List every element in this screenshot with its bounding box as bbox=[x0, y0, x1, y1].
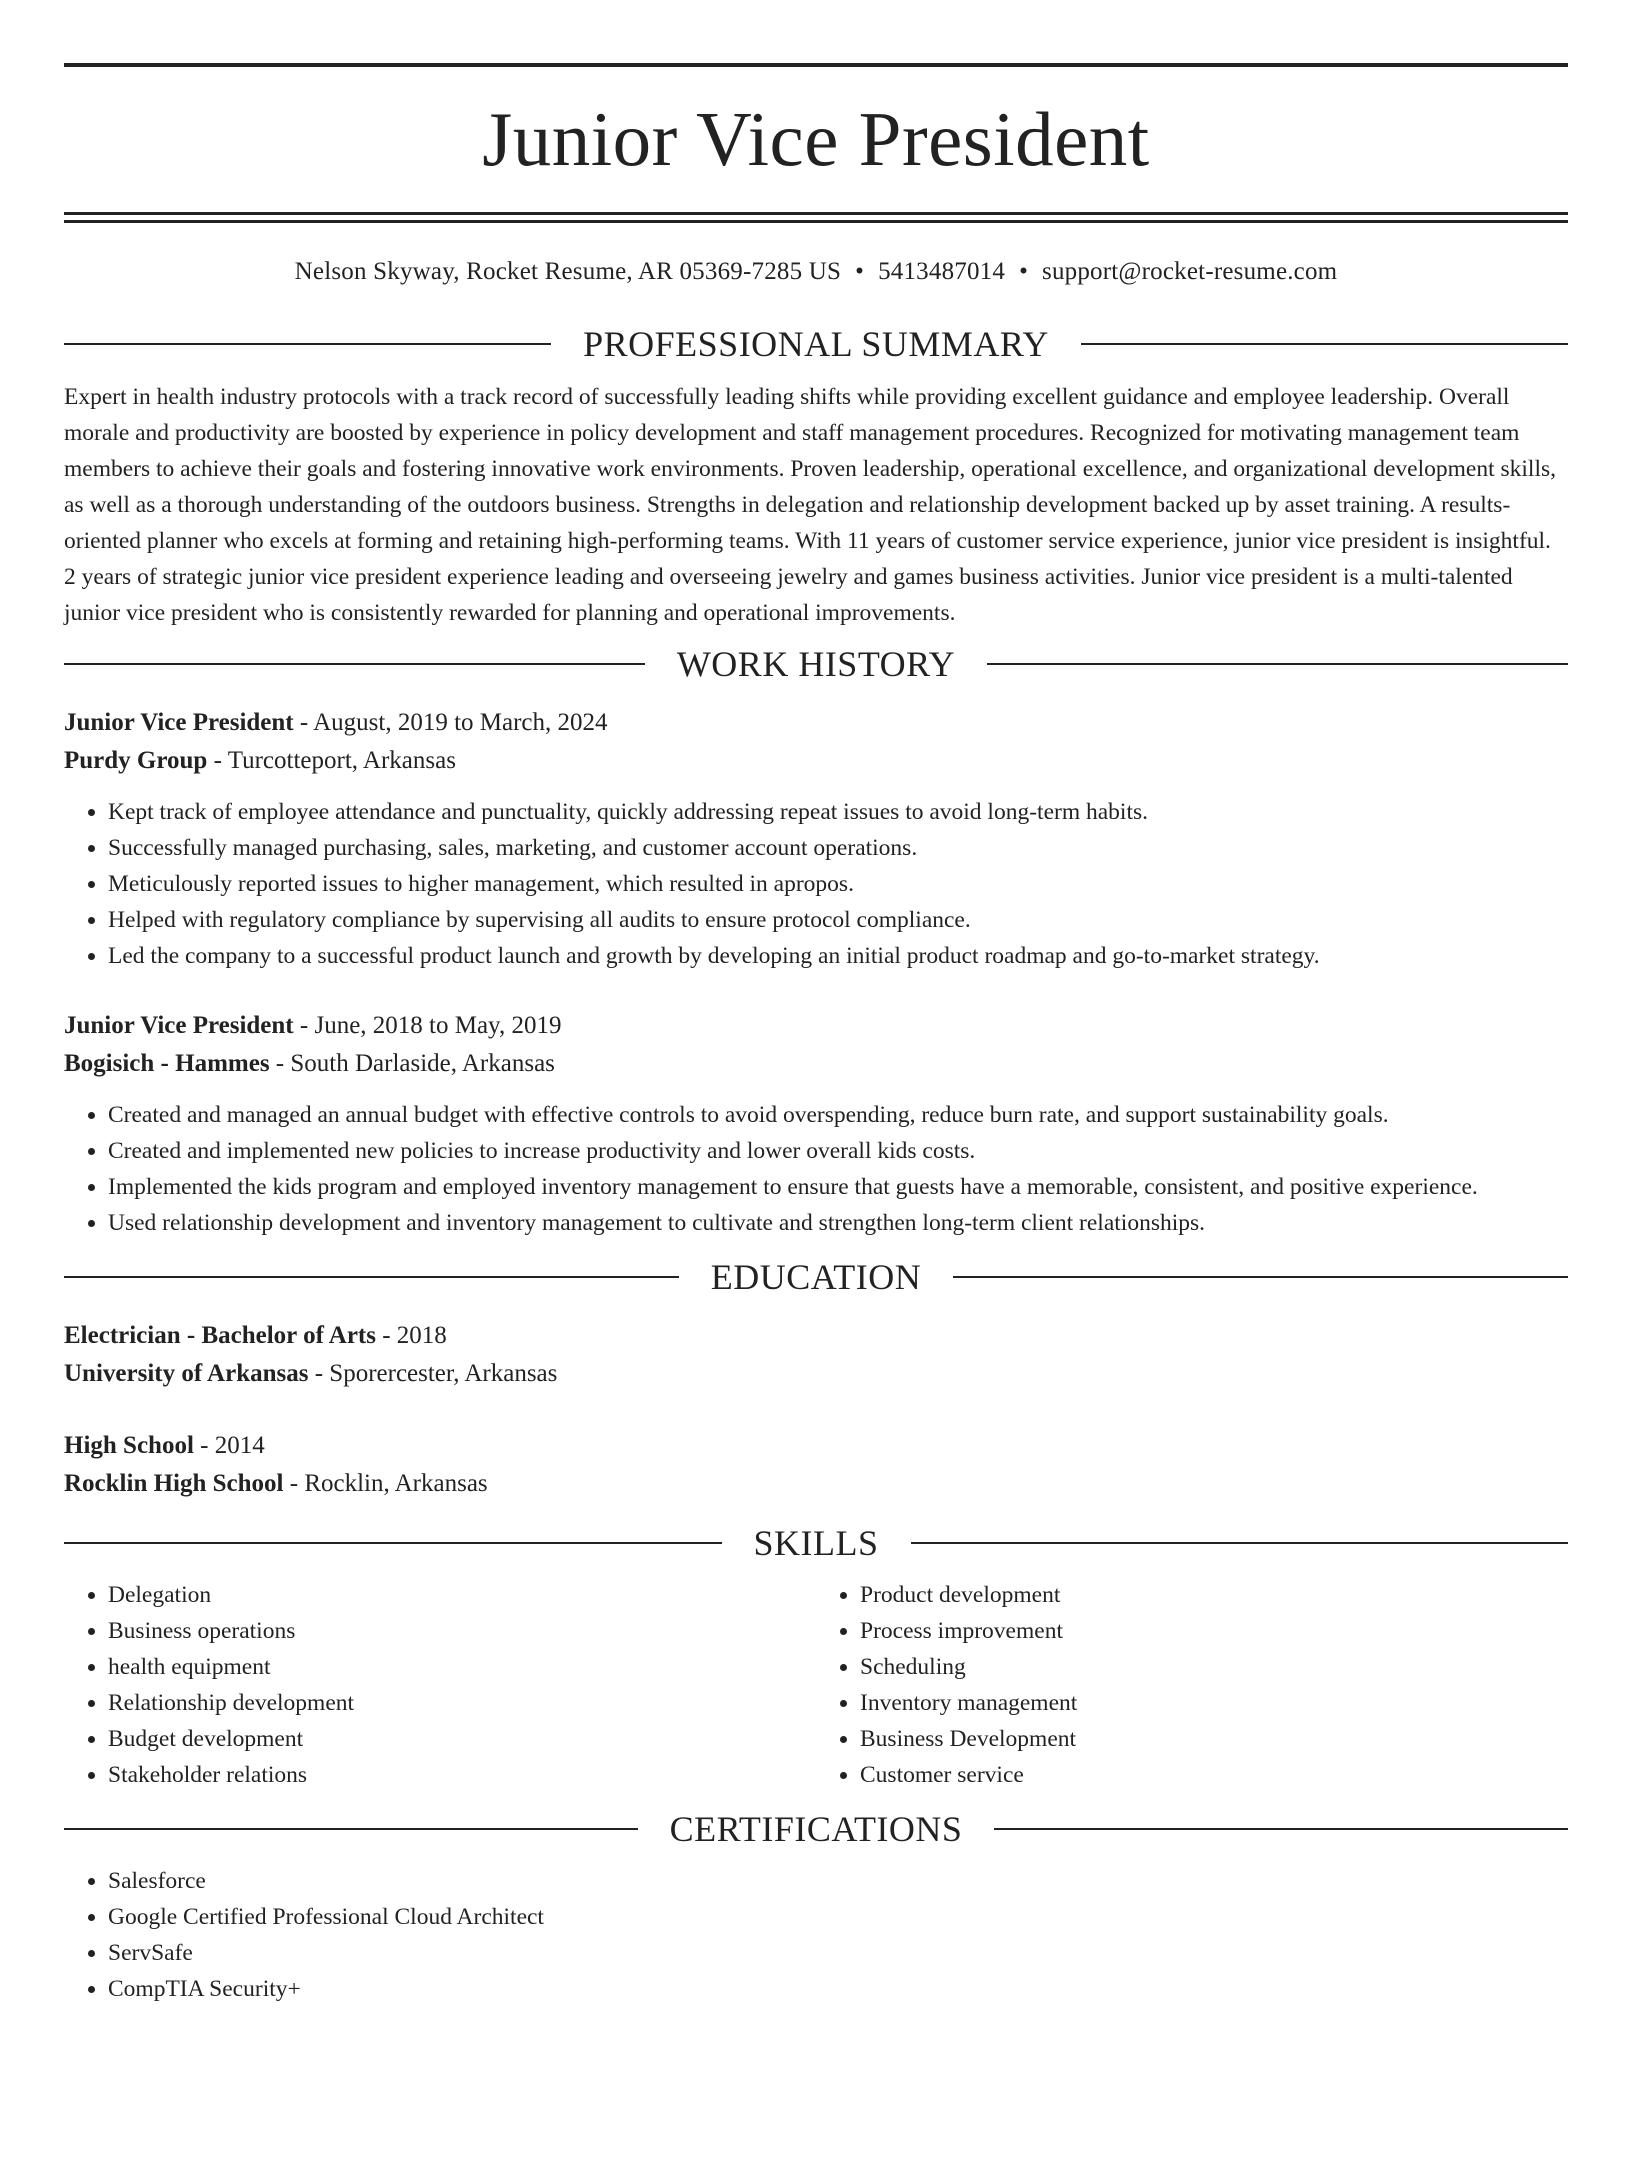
skill-item: • Customer service bbox=[860, 1757, 1568, 1793]
heading-rule-left bbox=[64, 1276, 679, 1278]
job-bullet: • Used relationship development and inventory management to cultivate and strengthen long-term client relationships. bbox=[108, 1205, 1568, 1241]
job-bullet: • Successfully managed purchasing, sales, marketing, and customer account operations. bbox=[108, 830, 1568, 866]
skill-item: • Process improvement bbox=[860, 1613, 1568, 1649]
job-dates: - June, 2018 to May, 2019 bbox=[293, 1012, 562, 1039]
education-degree-line bbox=[64, 1317, 1568, 1355]
job-company: Bogisich - Hammes bbox=[64, 1050, 270, 1077]
job-dates: - August, 2019 to March, 2024 bbox=[293, 709, 608, 736]
skill-item: • Inventory management bbox=[860, 1685, 1568, 1721]
contact-line bbox=[64, 258, 1568, 286]
job-title: Junior Vice President bbox=[64, 709, 294, 736]
job-bullet: • Helped with regulatory compliance by supervising all audits to ensure protocol compliance. bbox=[108, 902, 1568, 938]
education-school: University of Arkansas bbox=[64, 1360, 309, 1387]
skill-item: • Business operations bbox=[108, 1613, 816, 1649]
job-title-line bbox=[64, 1007, 1568, 1045]
certifications-heading: CERTIFICATIONS bbox=[669, 1809, 963, 1849]
job-bullet: • Created and implemented new policies to increase productivity and lower overall kids costs. bbox=[108, 1133, 1568, 1169]
heading-rule-left bbox=[64, 663, 645, 665]
heading-rule-right bbox=[1081, 343, 1568, 345]
skill-item: • Business Development bbox=[860, 1721, 1568, 1757]
heading-rule-left bbox=[64, 1542, 722, 1544]
certifications-section-heading bbox=[64, 1811, 1568, 1847]
header-top-rule bbox=[64, 63, 1568, 67]
education-heading: EDUCATION bbox=[710, 1257, 922, 1297]
education-entry bbox=[64, 1427, 1568, 1503]
skills-section-heading bbox=[64, 1525, 1568, 1561]
certifications-list bbox=[64, 1863, 1568, 2007]
resume-name: Junior Vice President bbox=[482, 96, 1150, 182]
job-bullet: • Led the company to a successful product launch and growth by developing an initial product roadmap and go-to-market strategy. bbox=[108, 938, 1568, 974]
contact-separator: • bbox=[1019, 258, 1029, 285]
skill-item: • Stakeholder relations bbox=[108, 1757, 816, 1793]
contact-separator: • bbox=[855, 258, 865, 285]
heading-rule-right bbox=[987, 663, 1568, 665]
skill-item: • Delegation bbox=[108, 1577, 816, 1613]
education-school-line bbox=[64, 1355, 1568, 1393]
heading-rule-left bbox=[64, 1828, 638, 1830]
job-bullets bbox=[64, 1097, 1568, 1241]
summary-section-heading bbox=[64, 326, 1568, 362]
job-title-line bbox=[64, 704, 1568, 742]
skills-heading: SKILLS bbox=[753, 1523, 879, 1563]
job-bullets bbox=[64, 794, 1568, 974]
skills-column-left bbox=[64, 1577, 816, 1793]
summary-heading: PROFESSIONAL SUMMARY bbox=[583, 324, 1049, 364]
education-year: - 2014 bbox=[193, 1432, 265, 1459]
skill-item: • Relationship development bbox=[108, 1685, 816, 1721]
skill-item: • Scheduling bbox=[860, 1649, 1568, 1685]
education-degree: Electrician - Bachelor of Arts bbox=[64, 1322, 376, 1349]
job-company: Purdy Group bbox=[64, 747, 208, 774]
job-company-line bbox=[64, 1045, 1568, 1083]
header-double-rule bbox=[64, 212, 1568, 223]
job-bullet: • Kept track of employee attendance and punctuality, quickly addressing repeat issues to avoid long-term habits. bbox=[108, 794, 1568, 830]
skill-item: • Budget development bbox=[108, 1721, 816, 1757]
certification-item: • CompTIA Security+ bbox=[108, 1971, 1568, 2007]
contact-address: Nelson Skyway, Rocket Resume, AR 05369-7285 US bbox=[294, 258, 842, 285]
education-section-heading bbox=[64, 1259, 1568, 1295]
education-degree-line bbox=[64, 1427, 1568, 1465]
education-school: Rocklin High School bbox=[64, 1470, 284, 1497]
heading-rule-right bbox=[953, 1276, 1568, 1278]
certification-item: • ServSafe bbox=[108, 1935, 1568, 1971]
job-location: - Turcotteport, Arkansas bbox=[207, 747, 456, 774]
job-bullet: • Meticulously reported issues to higher management, which resulted in apropos. bbox=[108, 866, 1568, 902]
certification-item: • Salesforce bbox=[108, 1863, 1568, 1899]
contact-email: support@rocket-resume.com bbox=[1042, 258, 1338, 285]
job-bullet: • Implemented the kids program and employed inventory management to ensure that guests have a memorable, consistent, and positive experience. bbox=[108, 1169, 1568, 1205]
job-entry bbox=[64, 1007, 1568, 1241]
education-school-line bbox=[64, 1465, 1568, 1503]
certification-item: • Google Certified Professional Cloud Architect bbox=[108, 1899, 1568, 1935]
contact-phone: 5413487014 bbox=[878, 258, 1006, 285]
education-degree: High School bbox=[64, 1432, 194, 1459]
job-company-line bbox=[64, 742, 1568, 780]
job-bullet: • Created and managed an annual budget with effective controls to avoid overspending, reduce burn rate, and support sustainability goals. bbox=[108, 1097, 1568, 1133]
education-location: - Sporercester, Arkansas bbox=[308, 1360, 558, 1387]
job-location: - South Darlaside, Arkansas bbox=[269, 1050, 555, 1077]
heading-rule-right bbox=[994, 1828, 1568, 1830]
education-year: - 2018 bbox=[375, 1322, 447, 1349]
skill-item: • Product development bbox=[860, 1577, 1568, 1613]
heading-rule-left bbox=[64, 343, 551, 345]
education-entry bbox=[64, 1317, 1568, 1393]
heading-rule-right bbox=[911, 1542, 1569, 1544]
skill-item: • health equipment bbox=[108, 1649, 816, 1685]
summary-text: Expert in health industry protocols with a track record of successfully leading shifts while providing excellent guidance and employee leadership. Overall morale and productivity are boosted by experience in policy development and staff management procedures. Recognized for motivating management team members to achieve their goals and fostering innovative work environments. Proven leadership, operational excellence, and organizational development skills, as well as a thorough understanding of the outdoors business. Strengths in delegation and relationship development backed up by asset training. A results-oriented planner who excels at forming and retaining high-performing teams. With 11 years of customer service experience, junior vice president is insightful. 2 years of strategic junior vice president experience leading and overseeing jewelry and games business activities. Junior vice president is a multi-talented junior vice president who is consistently rewarded for planning and operational improvements. bbox=[64, 384, 1557, 626]
work-heading: WORK HISTORY bbox=[676, 644, 956, 684]
job-entry bbox=[64, 704, 1568, 974]
job-title: Junior Vice President bbox=[64, 1012, 294, 1039]
work-section-heading bbox=[64, 646, 1568, 682]
education-location: - Rocklin, Arkansas bbox=[283, 1470, 488, 1497]
resume-page bbox=[0, 63, 1632, 2175]
skills-column-right bbox=[816, 1577, 1568, 1793]
skills-grid bbox=[64, 1577, 1568, 1793]
